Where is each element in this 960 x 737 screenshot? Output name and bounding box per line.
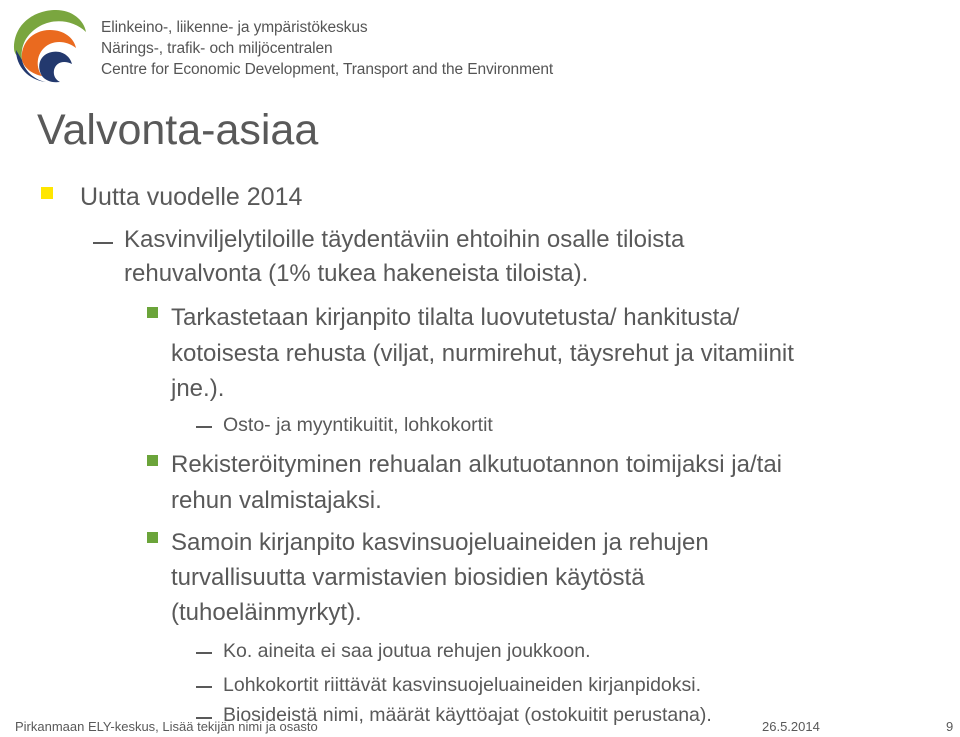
bullet-level3-line1: Tarkastetaan kirjanpito tilalta luovutetusta/ hankitusta/ — [171, 304, 740, 331]
bullet-level3-line3: jne.). — [171, 375, 225, 402]
ely-logo — [6, 4, 86, 84]
bullet-level3-line3: (tuhoeläinmyrkyt). — [171, 599, 362, 626]
bullet-green-square-icon — [147, 307, 158, 318]
org-name-swedish: Närings-, trafik- och miljöcentralen — [101, 40, 333, 57]
footer-author: Pirkanmaan ELY-keskus, Lisää tekijän nimi ja osasto — [15, 719, 318, 734]
org-name-english: Centre for Economic Development, Transport and the Environment — [101, 61, 554, 78]
footer-date: 26.5.2014 — [762, 719, 820, 734]
bullet-level3-line2: kotoisesta rehusta (viljat, nurmirehut, täysrehut ja vitamiinit — [171, 340, 794, 367]
bullet-level3-line2: turvallisuutta varmistavien biosidien käytöstä — [171, 564, 645, 591]
bullet-level2-line1: Kasvinviljelytiloille täydentäviin ehtoihin osalle tiloista — [124, 226, 685, 253]
dash-icon — [196, 652, 212, 654]
page-number: 9 — [946, 719, 954, 734]
dash-icon — [196, 426, 212, 428]
bullet-level4: Ko. aineita ei saa joutua rehujen joukkoon. — [223, 640, 591, 662]
bullet-green-square-icon — [147, 532, 158, 543]
bullet-level3-line1: Rekisteröityminen rehualan alkutuotannon toimijaksi ja/tai — [171, 451, 782, 478]
bullet-level2-line2: rehuvalvonta (1% tukea hakeneista tiloista). — [124, 260, 589, 287]
dash-icon — [196, 686, 212, 688]
bullet-level4: Osto- ja myyntikuitit, lohkokortit — [223, 414, 493, 436]
slide-title: Valvonta-asiaa — [37, 106, 319, 154]
organization-names — [101, 17, 553, 80]
bullet-level4: Lohkokortit riittävät kasvinsuojeluaineiden kirjanpidoksi. — [223, 674, 702, 696]
bullet-green-square-icon — [147, 455, 158, 466]
dash-icon — [93, 242, 113, 244]
org-name-finnish: Elinkeino-, liikenne- ja ympäristökeskus — [101, 19, 368, 36]
bullet-level4: Biosideistä nimi, määrät käyttöajat (ostokuitit perustana). — [223, 704, 712, 726]
bullet-level3-line2: rehun valmistajaksi. — [171, 487, 382, 514]
bullet-level3-line1: Samoin kirjanpito kasvinsuojeluaineiden ja rehujen — [171, 529, 709, 556]
bullet-yellow-square-icon — [41, 187, 53, 199]
bullet-level1: Uutta vuodelle 2014 — [80, 183, 303, 211]
